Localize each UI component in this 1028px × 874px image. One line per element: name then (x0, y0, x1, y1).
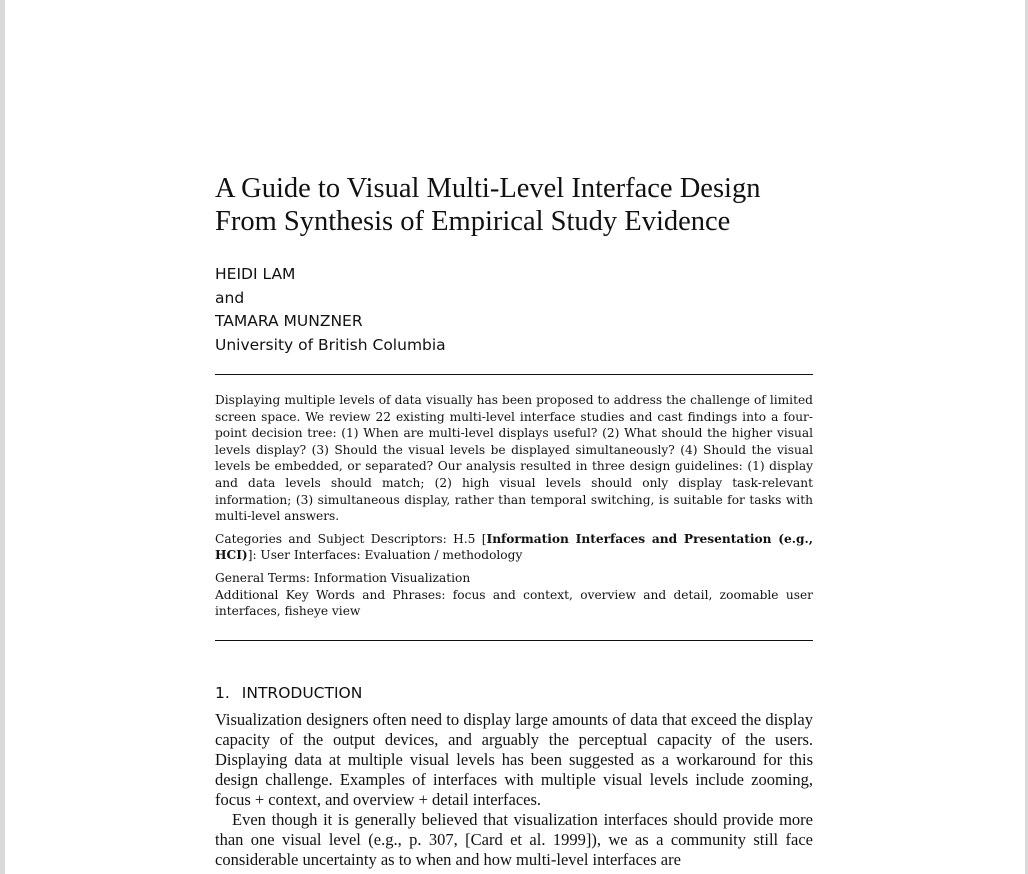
author-affiliation: University of British Columbia (215, 335, 446, 354)
section-title: INTRODUCTION (241, 684, 363, 702)
categories-bold: Information Interfaces and Presentation (e.g., HCI) (215, 531, 813, 563)
body-paragraph-1: Visualization designers often need to display large amounts of data that exceed the display capacity of the output devices, and arguably the perceptual capacity of the users. Displaying data at multiple visual levels has been suggested as a workaround for this design challenge. Examples of interfaces with multiple visual levels include zooming, focus + context, and overview + detail interfaces. (215, 710, 813, 809)
author-name-1: HEIDI LAM (215, 265, 296, 283)
section-heading (215, 683, 362, 703)
abstract-text: Displaying multiple levels of data visually has been proposed to address the challenge of limited screen space. We review 22 existing multi-level interface studies and cast findings into a four-point decision tree: (1) When are multi-level displays useful? (2) What should the higher visual levels display? (3) Should the visual levels be displayed simultaneously? (4) Should the visual levels be embedded, or separated? Our analysis resulted in three design guidelines: (1) display and data levels should match; (2) high visual levels should only display task-relevant information; (3) simultaneous display, rather than temporal switching, is suitable for tasks with multi-level answers. (215, 393, 813, 524)
categories-prefix: Categories and Subject Descriptors: H.5 [ (215, 531, 487, 546)
additional-keywords: Additional Key Words and Phrases: focus and context, overview and detail, zoomable user interfaces, fisheye view (215, 587, 813, 619)
author-conjunction: and (215, 288, 245, 307)
title-line-2: From Synthesis of Empirical Study Evidence (215, 206, 731, 237)
body-paragraph-2: Even though it is generally believed that visualization interfaces should provide more than one visual level (e.g., p. 307, [Card et al. 1999]), we as a community still face considerable uncertainty as to when and how multi-level interfaces are (215, 810, 813, 869)
abstract-bottom-rule (215, 640, 813, 641)
section-number: 1. (215, 684, 230, 702)
categories-suffix: ]: User Interfaces: Evaluation / methodology (247, 548, 523, 563)
body-text (215, 710, 813, 870)
author-name-2: TAMARA MUNZNER (215, 312, 363, 330)
author-block (215, 263, 446, 357)
abstract-block (215, 392, 813, 620)
page-edge-left (0, 0, 5, 874)
paper-title (215, 172, 835, 238)
title-line-1: A Guide to Visual Multi-Level Interface Design (215, 173, 761, 204)
categories-descriptors (215, 531, 813, 564)
general-terms: General Terms: Information Visualization (215, 570, 471, 585)
abstract-top-rule (215, 374, 813, 375)
